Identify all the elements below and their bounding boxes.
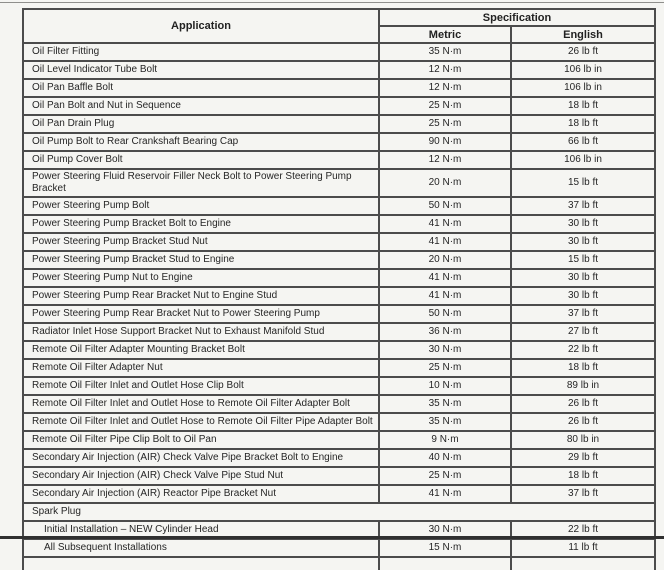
english-value-cell: 106 lb in	[511, 79, 655, 97]
english-value-cell: 30 lb ft	[511, 233, 655, 251]
english-value-cell: 26 lb ft	[511, 395, 655, 413]
column-header-specification: Specification	[379, 9, 655, 26]
application-cell: Remote Oil Filter Inlet and Outlet Hose Clip Bolt	[23, 377, 379, 395]
application-cell: Power Steering Pump Bracket Stud to Engine	[23, 251, 379, 269]
application-cell: Secondary Air Injection (AIR) Check Valve Pipe Bracket Bolt to Engine	[23, 449, 379, 467]
table-row	[23, 485, 655, 503]
metric-value-cell: 30 N·m	[379, 521, 511, 539]
metric-value-cell: 20 N·m	[379, 169, 511, 197]
metric-value-cell: 9 N·m	[379, 431, 511, 449]
application-cell: Power Steering Pump Nut to Engine	[23, 269, 379, 287]
page-top-rule	[0, 2, 664, 3]
metric-value-cell: 25 N·m	[379, 97, 511, 115]
english-value-cell: 26 lb ft	[511, 43, 655, 61]
table-row	[23, 413, 655, 431]
table-row	[23, 233, 655, 251]
application-cell: Oil Pan Baffle Bolt	[23, 79, 379, 97]
metric-value-cell: 25 N·m	[379, 359, 511, 377]
table-row	[23, 133, 655, 151]
english-value-cell: 18 lb ft	[511, 115, 655, 133]
english-value-cell: 106 lb in	[511, 61, 655, 79]
application-cell: Remote Oil Filter Adapter Mounting Bracket Bolt	[23, 341, 379, 359]
english-value-cell: 30 lb ft	[511, 269, 655, 287]
table-row	[23, 431, 655, 449]
english-value-cell: 18 lb ft	[511, 359, 655, 377]
section-label-cell: Spark Plug	[23, 503, 655, 521]
english-value-cell: 37 lb ft	[511, 305, 655, 323]
application-cell: Power Steering Pump Rear Bracket Nut to Engine Stud	[23, 287, 379, 305]
english-value-cell: 22 lb ft	[511, 521, 655, 539]
metric-value-cell: 41 N·m	[379, 485, 511, 503]
cutoff-row-stub	[23, 557, 655, 570]
table-body	[23, 43, 655, 557]
table-row	[23, 539, 655, 557]
english-value-cell: 37 lb ft	[511, 485, 655, 503]
metric-value-cell: 15 N·m	[379, 539, 511, 557]
table-row	[23, 341, 655, 359]
table-row	[23, 323, 655, 341]
application-cell: Oil Pan Bolt and Nut in Sequence	[23, 97, 379, 115]
metric-value-cell: 25 N·m	[379, 467, 511, 485]
column-header-metric: Metric	[379, 26, 511, 43]
metric-value-cell: 41 N·m	[379, 215, 511, 233]
table-row	[23, 215, 655, 233]
table-row	[23, 287, 655, 305]
english-value-cell: 29 lb ft	[511, 449, 655, 467]
cutoff-metric-cell	[379, 557, 511, 570]
table-row	[23, 115, 655, 133]
table-row	[23, 269, 655, 287]
metric-value-cell: 35 N·m	[379, 43, 511, 61]
table-header	[23, 9, 655, 43]
english-value-cell: 30 lb ft	[511, 215, 655, 233]
application-cell: Remote Oil Filter Inlet and Outlet Hose to Remote Oil Filter Pipe Adapter Bolt	[23, 413, 379, 431]
table-row	[23, 151, 655, 169]
english-value-cell: 22 lb ft	[511, 341, 655, 359]
english-value-cell: 18 lb ft	[511, 97, 655, 115]
application-cell: Remote Oil Filter Adapter Nut	[23, 359, 379, 377]
application-cell: Remote Oil Filter Inlet and Outlet Hose to Remote Oil Filter Adapter Bolt	[23, 395, 379, 413]
table-row	[23, 467, 655, 485]
metric-value-cell: 12 N·m	[379, 151, 511, 169]
metric-value-cell: 12 N·m	[379, 79, 511, 97]
application-cell: Power Steering Pump Bracket Bolt to Engine	[23, 215, 379, 233]
application-cell: Oil Filter Fitting	[23, 43, 379, 61]
table-row	[23, 97, 655, 115]
application-cell: Initial Installation – NEW Cylinder Head	[23, 521, 379, 539]
metric-value-cell: 25 N·m	[379, 115, 511, 133]
application-cell: Oil Pump Cover Bolt	[23, 151, 379, 169]
header-row-specification	[23, 9, 655, 26]
application-cell: Oil Level Indicator Tube Bolt	[23, 61, 379, 79]
english-value-cell: 15 lb ft	[511, 169, 655, 197]
metric-value-cell: 41 N·m	[379, 287, 511, 305]
english-value-cell: 89 lb in	[511, 377, 655, 395]
table-row	[23, 61, 655, 79]
metric-value-cell: 40 N·m	[379, 449, 511, 467]
application-cell: Power Steering Pump Bracket Stud Nut	[23, 233, 379, 251]
table-row	[23, 79, 655, 97]
english-value-cell: 27 lb ft	[511, 323, 655, 341]
application-cell: Power Steering Fluid Reservoir Filler Neck Bolt to Power Steering Pump Bracket	[23, 169, 379, 197]
table-row	[23, 43, 655, 61]
metric-value-cell: 20 N·m	[379, 251, 511, 269]
metric-value-cell: 12 N·m	[379, 61, 511, 79]
application-cell: All Subsequent Installations	[23, 539, 379, 557]
application-cell: Secondary Air Injection (AIR) Reactor Pipe Bracket Nut	[23, 485, 379, 503]
metric-value-cell: 50 N·m	[379, 197, 511, 215]
english-value-cell: 80 lb in	[511, 431, 655, 449]
metric-value-cell: 50 N·m	[379, 305, 511, 323]
table-row	[23, 395, 655, 413]
metric-value-cell: 30 N·m	[379, 341, 511, 359]
english-value-cell: 18 lb ft	[511, 467, 655, 485]
application-cell: Oil Pan Drain Plug	[23, 115, 379, 133]
table-row	[23, 197, 655, 215]
application-cell: Secondary Air Injection (AIR) Check Valve Pipe Stud Nut	[23, 467, 379, 485]
metric-value-cell: 41 N·m	[379, 233, 511, 251]
metric-value-cell: 90 N·m	[379, 133, 511, 151]
english-value-cell: 37 lb ft	[511, 197, 655, 215]
table-row	[23, 251, 655, 269]
column-header-english: English	[511, 26, 655, 43]
application-cell: Oil Pump Bolt to Rear Crankshaft Bearing Cap	[23, 133, 379, 151]
table-row	[23, 359, 655, 377]
section-row	[23, 503, 655, 521]
english-value-cell: 11 lb ft	[511, 539, 655, 557]
metric-value-cell: 10 N·m	[379, 377, 511, 395]
application-cell: Power Steering Pump Bolt	[23, 197, 379, 215]
english-value-cell: 15 lb ft	[511, 251, 655, 269]
application-cell: Radiator Inlet Hose Support Bracket Nut to Exhaust Manifold Stud	[23, 323, 379, 341]
metric-value-cell: 36 N·m	[379, 323, 511, 341]
table-row	[23, 377, 655, 395]
table-row	[23, 305, 655, 323]
cutoff-english-cell	[511, 557, 655, 570]
column-header-application: Application	[23, 9, 379, 43]
metric-value-cell: 35 N·m	[379, 395, 511, 413]
table-row	[23, 169, 655, 197]
metric-value-cell: 41 N·m	[379, 269, 511, 287]
table-row	[23, 449, 655, 467]
application-cell: Power Steering Pump Rear Bracket Nut to Power Steering Pump	[23, 305, 379, 323]
english-value-cell: 30 lb ft	[511, 287, 655, 305]
english-value-cell: 66 lb ft	[511, 133, 655, 151]
metric-value-cell: 35 N·m	[379, 413, 511, 431]
english-value-cell: 106 lb in	[511, 151, 655, 169]
english-value-cell: 26 lb ft	[511, 413, 655, 431]
cutoff-application-cell	[23, 557, 379, 570]
application-cell: Remote Oil Filter Pipe Clip Bolt to Oil Pan	[23, 431, 379, 449]
torque-spec-table	[22, 8, 656, 570]
